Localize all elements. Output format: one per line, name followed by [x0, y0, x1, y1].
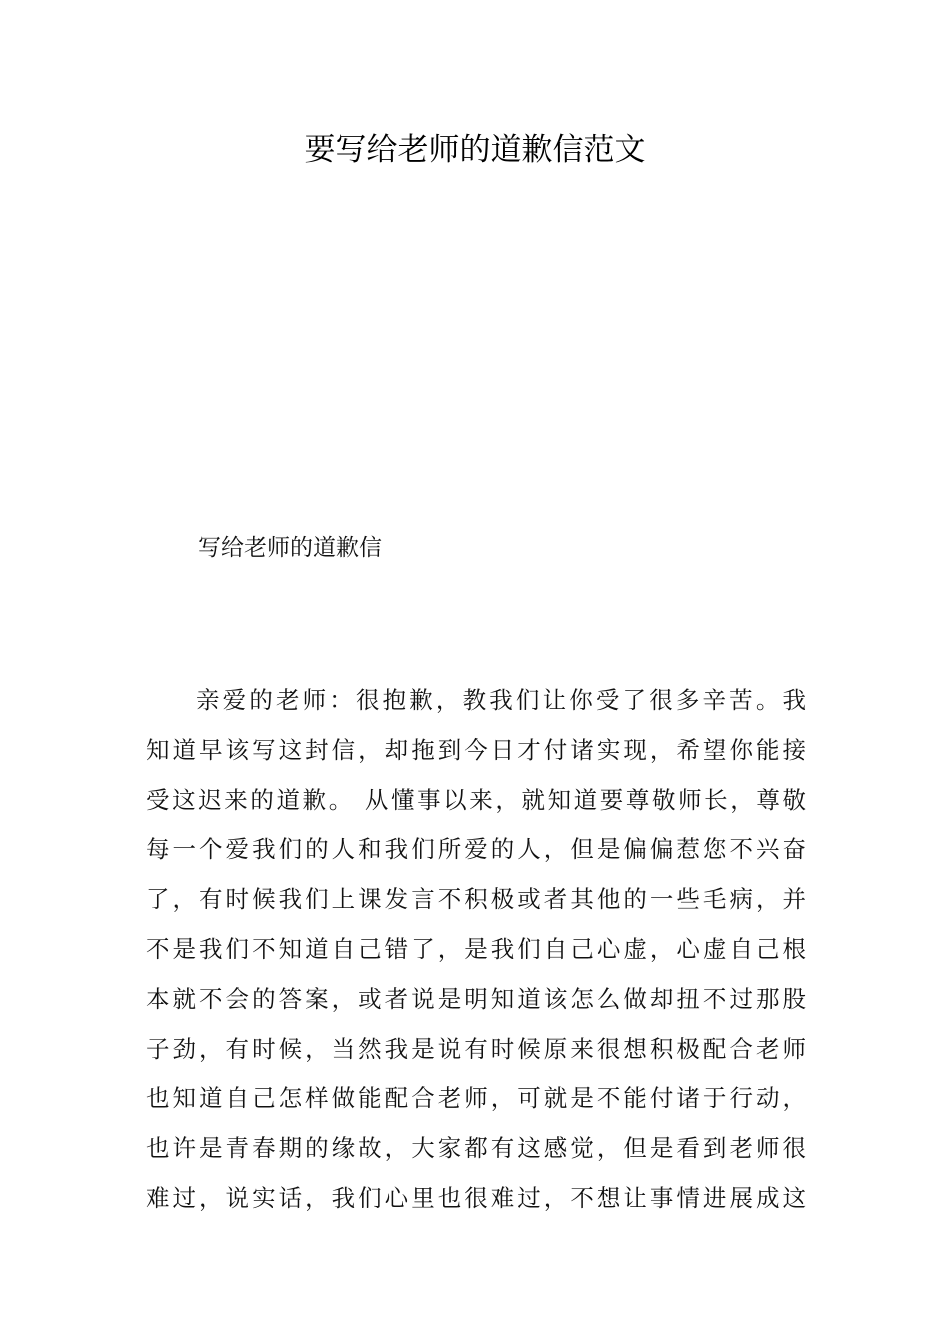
body-line: 知道早该写这封信，却拖到今日才付诸实现，希望你能接	[146, 735, 806, 764]
document-subtitle: 写给老师的道歉信	[198, 535, 382, 561]
body-line: 也知道自己怎样做能配合老师，可就是不能付诸于行动，	[146, 1084, 806, 1113]
body-line: 也许是青春期的缘故，大家都有这感觉，但是看到老师很	[146, 1134, 806, 1163]
body-line: 了，有时候我们上课发言不积极或者其他的一些毛病，并	[146, 885, 806, 914]
letter-body	[146, 676, 806, 1224]
document-title: 要写给老师的道歉信范文	[304, 132, 646, 168]
body-line: 难过，说实话，我们心里也很难过，不想让事情进展成这	[146, 1183, 806, 1212]
body-line: 不是我们不知道自己错了，是我们自己心虚，心虚自己根	[146, 934, 806, 963]
body-line: 亲爱的老师：很抱歉，教我们让你受了很多辛苦。我	[196, 686, 806, 714]
body-line: 子劲，有时候，当然我是说有时候原来很想积极配合老师	[146, 1034, 806, 1063]
body-line: 本就不会的答案，或者说是明知道该怎么做却扭不过那股	[146, 984, 806, 1013]
body-line: 受这迟来的道歉。 从懂事以来，就知道要尊敬师长，尊敬	[146, 785, 806, 814]
body-line: 每一个爱我们的人和我们所爱的人，但是偏偏惹您不兴奋	[146, 835, 806, 864]
